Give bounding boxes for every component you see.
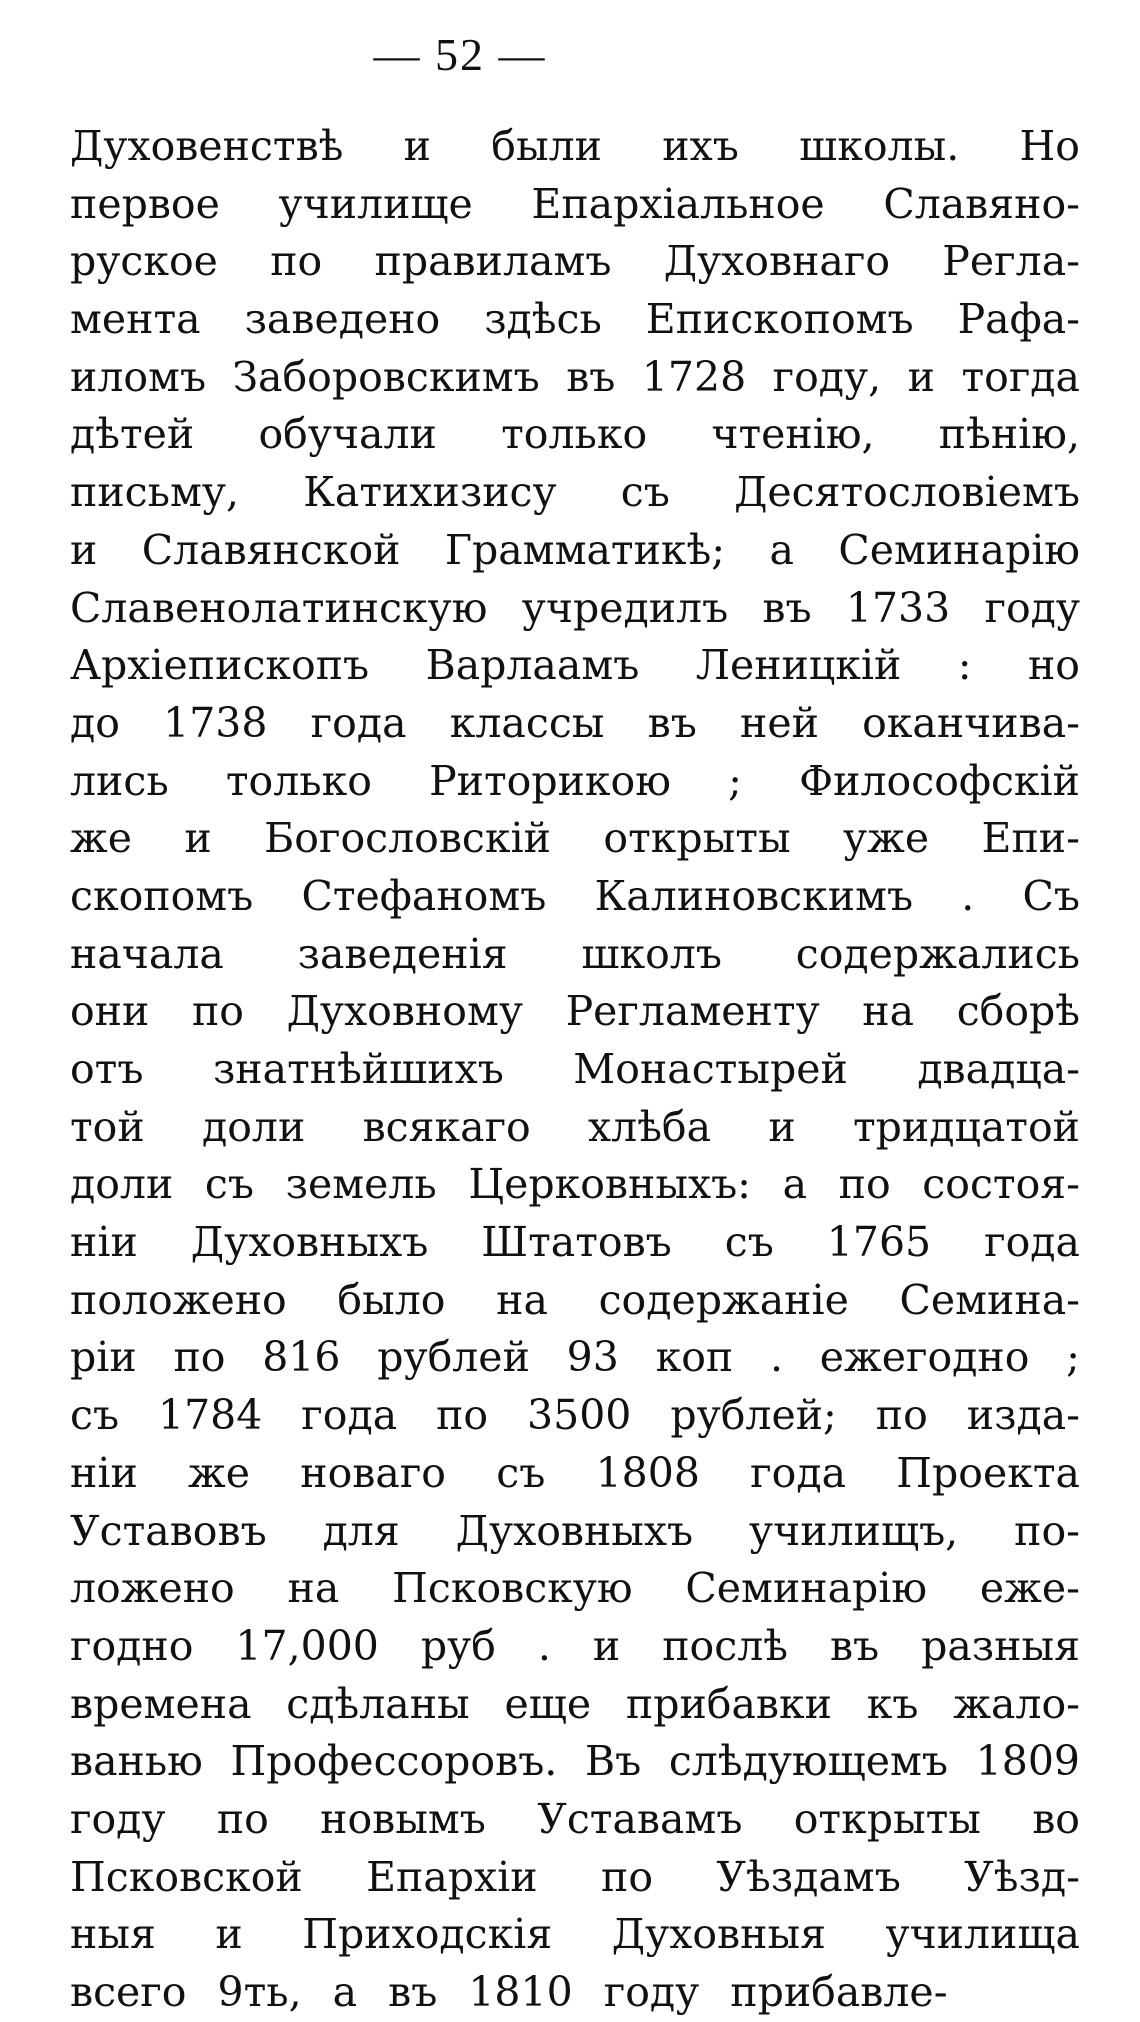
text-line: Архіепископъ Варлаамъ Леницкій : но xyxy=(70,641,1080,690)
text-line: лись только Риторикою ; Философскій xyxy=(70,756,1080,805)
text-line: ванью Профессоровъ. Въ слѣдующемъ 1809 xyxy=(70,1737,1080,1786)
text-line: времена сдѣланы еще прибавки къ жало- xyxy=(70,1679,1080,1728)
text-line: ніи Духовныхъ Штатовъ съ 1765 года xyxy=(70,1218,1080,1267)
text-line: скопомъ Стефаномъ Калиновскимъ . Съ xyxy=(70,871,1080,920)
text-line: иломъ Заборовскимъ въ 1728 году, и тогда xyxy=(70,352,1080,401)
text-line: первое училище Епархіальное Славяно- xyxy=(70,179,1080,228)
text-line: ложено на Псковскую Семинарію еже- xyxy=(70,1564,1080,1613)
text-line: они по Духовному Регламенту на сборѣ xyxy=(70,987,1080,1036)
text-line: Уставовъ для Духовныхъ училищъ, по- xyxy=(70,1506,1080,1555)
text-line: положено было на содержаніе Семина- xyxy=(70,1275,1080,1324)
text-line: годно 17,000 руб . и послѣ въ разныя xyxy=(70,1621,1080,1670)
text-line: ніи же новаго съ 1808 года Проекта xyxy=(70,1448,1080,1497)
text-line: доли съ земель Церковныхъ: а по состоя- xyxy=(70,1160,1080,1209)
text-line: ріи по 816 рублей 93 коп . ежегодно ; xyxy=(70,1333,1080,1382)
page-body-text xyxy=(70,118,1080,2022)
text-line: же и Богословскій открыты уже Епи- xyxy=(70,814,1080,863)
text-line: начала заведенія школъ содержались xyxy=(70,929,1080,978)
text-line: руское по правиламъ Духовнаго Регла- xyxy=(70,237,1080,286)
text-line: Славенолатинскую учредилъ въ 1733 году xyxy=(70,583,1080,632)
text-line: Духовенствѣ и были ихъ школы. Но xyxy=(70,122,1080,170)
page-number-header: — 52 — xyxy=(373,29,547,80)
text-line: до 1738 года классы въ ней оканчива- xyxy=(70,698,1080,747)
text-line: Псковской Епархіи по Уѣздамъ Уѣзд- xyxy=(70,1852,1080,1901)
text-line: отъ знатнѣйшихъ Монастырей двадца- xyxy=(70,1045,1080,1093)
text-line: и Славянской Грамматикѣ; а Семинарію xyxy=(70,525,1080,574)
text-line: году по новымъ Уставамъ открыты во xyxy=(70,1794,1080,1843)
text-line: письму, Катихизису съ Десятословіемъ xyxy=(70,468,1080,517)
text-line: всего 9ть, а въ 1810 году прибавле- xyxy=(70,1968,948,2016)
text-line: мента заведено здѣсь Епископомъ Рафа- xyxy=(70,295,1080,344)
text-line: съ 1784 года по 3500 рублей; по изда- xyxy=(70,1391,1080,1440)
text-line: той доли всякаго хлѣба и тридцатой xyxy=(70,1102,1080,1151)
text-line: дѣтей обучали только чтенію, пѣнію, xyxy=(70,410,1080,459)
text-line: ныя и Приходскія Духовныя училища xyxy=(70,1910,1080,1959)
